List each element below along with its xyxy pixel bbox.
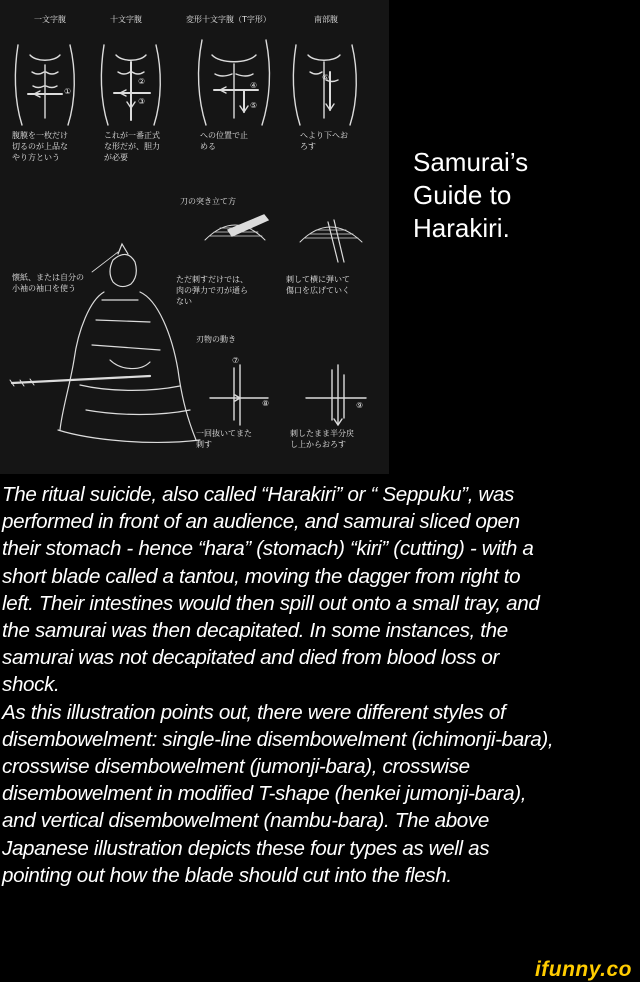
- blade-title: 刃物の動き: [196, 335, 236, 344]
- blade-caption-2: 刺したまま半分戻 し上からおろす: [290, 429, 354, 449]
- marker-4: ④: [250, 81, 258, 90]
- sleeve-caption: 懐紙、または自分の 小袖の袖口を使う: [12, 273, 84, 293]
- torso-henkei: [199, 40, 270, 125]
- paragraph-ritual: The ritual suicide, also called “Harakiri” or “ Seppuku”, was performed in front of an audience, and samurai sliced open their stomach - hence “hara” (stomach) “kiri” (cutting) - with a short blade called a tantou, moving the dagger from right to left. Their intestines would then spill out onto a small tray, and the samurai was then decapitated. In some instances, the samurai was not decapitated and died from blood loss or shock.: [2, 483, 540, 697]
- marker-7: ⑦: [232, 356, 240, 365]
- article-body: [2, 481, 638, 889]
- marker-6: ⑥: [322, 73, 330, 82]
- marker-2: ②: [138, 77, 146, 86]
- blade-motion-2: [306, 365, 366, 425]
- torso-nambu: [293, 45, 356, 125]
- title-line: Samurai’s: [413, 147, 529, 177]
- header-jumonji: 十文字腹: [110, 15, 142, 24]
- caption-henkei: への位置で止 める: [200, 131, 248, 151]
- marker-1: ①: [64, 87, 72, 96]
- torso-jumonji: [101, 45, 160, 125]
- header-ichimonji: 一文字腹: [34, 15, 66, 24]
- torso-ichimonji: [15, 45, 74, 125]
- illustration-drawing: [0, 0, 389, 474]
- title-line: Harakiri.: [413, 213, 510, 243]
- stab-caption-1: ただ刺すだけでは、 肉の弾力で刃が通ら ない: [176, 275, 248, 306]
- blade-caption-1: 一回抜いてまた 刺す: [196, 429, 252, 449]
- header-henkei: 変形十文字腹（T字形）: [186, 15, 271, 24]
- marker-3: ③: [138, 97, 146, 106]
- title-line: Guide to: [413, 180, 512, 210]
- stab-caption-2: 刺して横に弾いて 傷口を広げていく: [286, 275, 350, 295]
- caption-nambu: へより下へお ろす: [300, 131, 348, 151]
- marker-9: ⑨: [356, 401, 364, 410]
- ifunny-logo[interactable]: ifunny.co: [534, 958, 632, 981]
- stab-title: 刀の突き立て方: [180, 197, 236, 206]
- page-title: [413, 146, 633, 245]
- header-nambu: 南部腹: [314, 15, 338, 24]
- caption-jumonji: これが一番正式 な形だが、胆力 が必要: [104, 131, 160, 162]
- paragraph-styles: As this illustration points out, there were different styles of disembowelment: single-line disembowelment (ichimonji-bara), crosswise disembowelment (jumonji-bara), crosswise disembowelment in modified T-shape (henkei jumonji-bara), and vertical disembowelment (nambu-bara). The above Japanese illustration depicts these four types as well as pointing out how the blade should cut into the flesh.: [2, 700, 554, 887]
- marker-5: ⑤: [250, 101, 258, 110]
- stab-diagram-2: [300, 220, 362, 262]
- stab-diagram-1: [205, 215, 268, 240]
- blade-motion-1: [210, 365, 268, 425]
- marker-8: ⑧: [262, 399, 270, 408]
- caption-ichimonji: 腹膜を一枚だけ 切るのが上品な やり方という: [12, 131, 68, 162]
- harakiri-illustration: [0, 0, 389, 474]
